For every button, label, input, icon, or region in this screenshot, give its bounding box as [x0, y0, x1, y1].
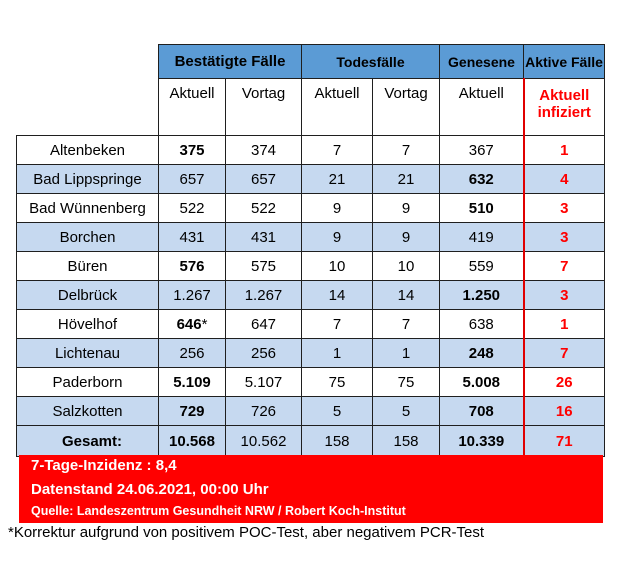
town-name: Lichtenau [17, 339, 159, 368]
table-row [17, 339, 605, 368]
recovered-current: 559 [440, 252, 524, 281]
recovered-current: 708 [440, 397, 524, 426]
deaths-previous: 9 [373, 223, 440, 252]
data-status-text: Datenstand 24.06.2021, 00:00 Uhr [31, 481, 269, 498]
subheader-recovered-current: Aktuell [440, 79, 524, 136]
recovered-current: 632 [440, 165, 524, 194]
confirmed-current: 1.267 [159, 281, 226, 310]
subheader-confirmed-current: Aktuell [159, 79, 226, 136]
confirmed-previous: 726 [226, 397, 302, 426]
active-current: 16 [524, 397, 605, 426]
active-current: 3 [524, 281, 605, 310]
table-row [17, 368, 605, 397]
deaths-previous: 75 [373, 368, 440, 397]
deaths-current: 5 [302, 397, 373, 426]
covid-case-table [16, 44, 605, 457]
confirmed-previous: 1.267 [226, 281, 302, 310]
deaths-previous: 7 [373, 136, 440, 165]
confirmed-current-cell [159, 310, 226, 339]
total-recovered-current: 10.339 [440, 426, 524, 457]
subheader-active-current [524, 79, 605, 136]
deaths-previous: 9 [373, 194, 440, 223]
subheader-deaths-previous: Vortag [373, 79, 440, 136]
recovered-current: 419 [440, 223, 524, 252]
town-name: Bad Wünnenberg [17, 194, 159, 223]
active-current: 7 [524, 339, 605, 368]
subheader-confirmed-previous: Vortag [226, 79, 302, 136]
header-recovered: Genesene [440, 45, 524, 79]
subheader-active-line2: infiziert [537, 104, 591, 121]
total-row [17, 426, 605, 457]
table-row [17, 223, 605, 252]
active-current: 1 [524, 136, 605, 165]
town-name: Büren [17, 252, 159, 281]
confirmed-current: 646 [176, 315, 202, 333]
correction-footnote: *Korrektur aufgrund von positivem POC-Test, aber negativem PCR-Test [8, 524, 485, 541]
confirmed-current: 729 [159, 397, 226, 426]
deaths-previous: 7 [373, 310, 440, 339]
deaths-previous: 1 [373, 339, 440, 368]
confirmed-previous: 657 [226, 165, 302, 194]
recovered-current: 367 [440, 136, 524, 165]
incidence-text: 7-Tage-Inzidenz : 8,4 [31, 457, 177, 474]
deaths-current: 75 [302, 368, 373, 397]
town-name: Altenbeken [17, 136, 159, 165]
recovered-current: 510 [440, 194, 524, 223]
deaths-previous: 21 [373, 165, 440, 194]
table-row [17, 281, 605, 310]
deaths-current: 9 [302, 223, 373, 252]
confirmed-current: 657 [159, 165, 226, 194]
deaths-previous: 14 [373, 281, 440, 310]
confirmed-previous: 522 [226, 194, 302, 223]
deaths-current: 7 [302, 136, 373, 165]
active-current: 4 [524, 165, 605, 194]
recovered-current: 5.008 [440, 368, 524, 397]
active-current: 26 [524, 368, 605, 397]
source-text: Quelle: Landeszentrum Gesundheit NRW / Robert Koch-Institut [31, 504, 406, 518]
table-row [17, 165, 605, 194]
table-row [17, 397, 605, 426]
header-row [17, 45, 605, 79]
incidence-info-box [19, 455, 603, 523]
recovered-current: 1.250 [440, 281, 524, 310]
corner-blank-cell [17, 45, 159, 79]
deaths-current: 14 [302, 281, 373, 310]
town-name: Salzkotten [17, 397, 159, 426]
total-deaths-current: 158 [302, 426, 373, 457]
deaths-previous: 10 [373, 252, 440, 281]
active-current: 3 [524, 223, 605, 252]
total-deaths-previous: 158 [373, 426, 440, 457]
recovered-current: 638 [440, 310, 524, 339]
correction-asterisk: * [201, 315, 208, 333]
confirmed-previous: 374 [226, 136, 302, 165]
confirmed-current: 431 [159, 223, 226, 252]
table-row [17, 310, 605, 339]
total-confirmed-current: 10.568 [159, 426, 226, 457]
total-confirmed-previous: 10.562 [226, 426, 302, 457]
confirmed-current: 256 [159, 339, 226, 368]
header-deaths: Todesfälle [302, 45, 440, 79]
total-active-current: 71 [524, 426, 605, 457]
town-name: Bad Lippspringe [17, 165, 159, 194]
confirmed-previous: 431 [226, 223, 302, 252]
deaths-current: 9 [302, 194, 373, 223]
town-name: Paderborn [17, 368, 159, 397]
deaths-current: 7 [302, 310, 373, 339]
header-confirmed-cases: Bestätigte Fälle [159, 45, 302, 79]
confirmed-current: 5.109 [159, 368, 226, 397]
confirmed-current: 522 [159, 194, 226, 223]
active-current: 1 [524, 310, 605, 339]
confirmed-previous: 5.107 [226, 368, 302, 397]
corner-blank-cell-2 [17, 79, 159, 136]
table-row [17, 136, 605, 165]
town-name: Hövelhof [17, 310, 159, 339]
town-name: Borchen [17, 223, 159, 252]
town-name: Delbrück [17, 281, 159, 310]
deaths-current: 10 [302, 252, 373, 281]
subheader-deaths-current: Aktuell [302, 79, 373, 136]
covid-case-table-sheet [16, 44, 605, 457]
deaths-current: 1 [302, 339, 373, 368]
table-row [17, 252, 605, 281]
deaths-previous: 5 [373, 397, 440, 426]
active-current: 3 [524, 194, 605, 223]
recovered-current: 248 [440, 339, 524, 368]
subheader-row [17, 79, 605, 136]
active-current: 7 [524, 252, 605, 281]
confirmed-previous: 575 [226, 252, 302, 281]
deaths-current: 21 [302, 165, 373, 194]
confirmed-previous: 647 [226, 310, 302, 339]
confirmed-previous: 256 [226, 339, 302, 368]
header-active-cases: Aktive Fälle [524, 45, 605, 79]
confirmed-current: 375 [159, 136, 226, 165]
total-label: Gesamt: [17, 426, 159, 457]
confirmed-current: 576 [159, 252, 226, 281]
table-row [17, 194, 605, 223]
subheader-active-line1: Aktuell [539, 87, 590, 104]
